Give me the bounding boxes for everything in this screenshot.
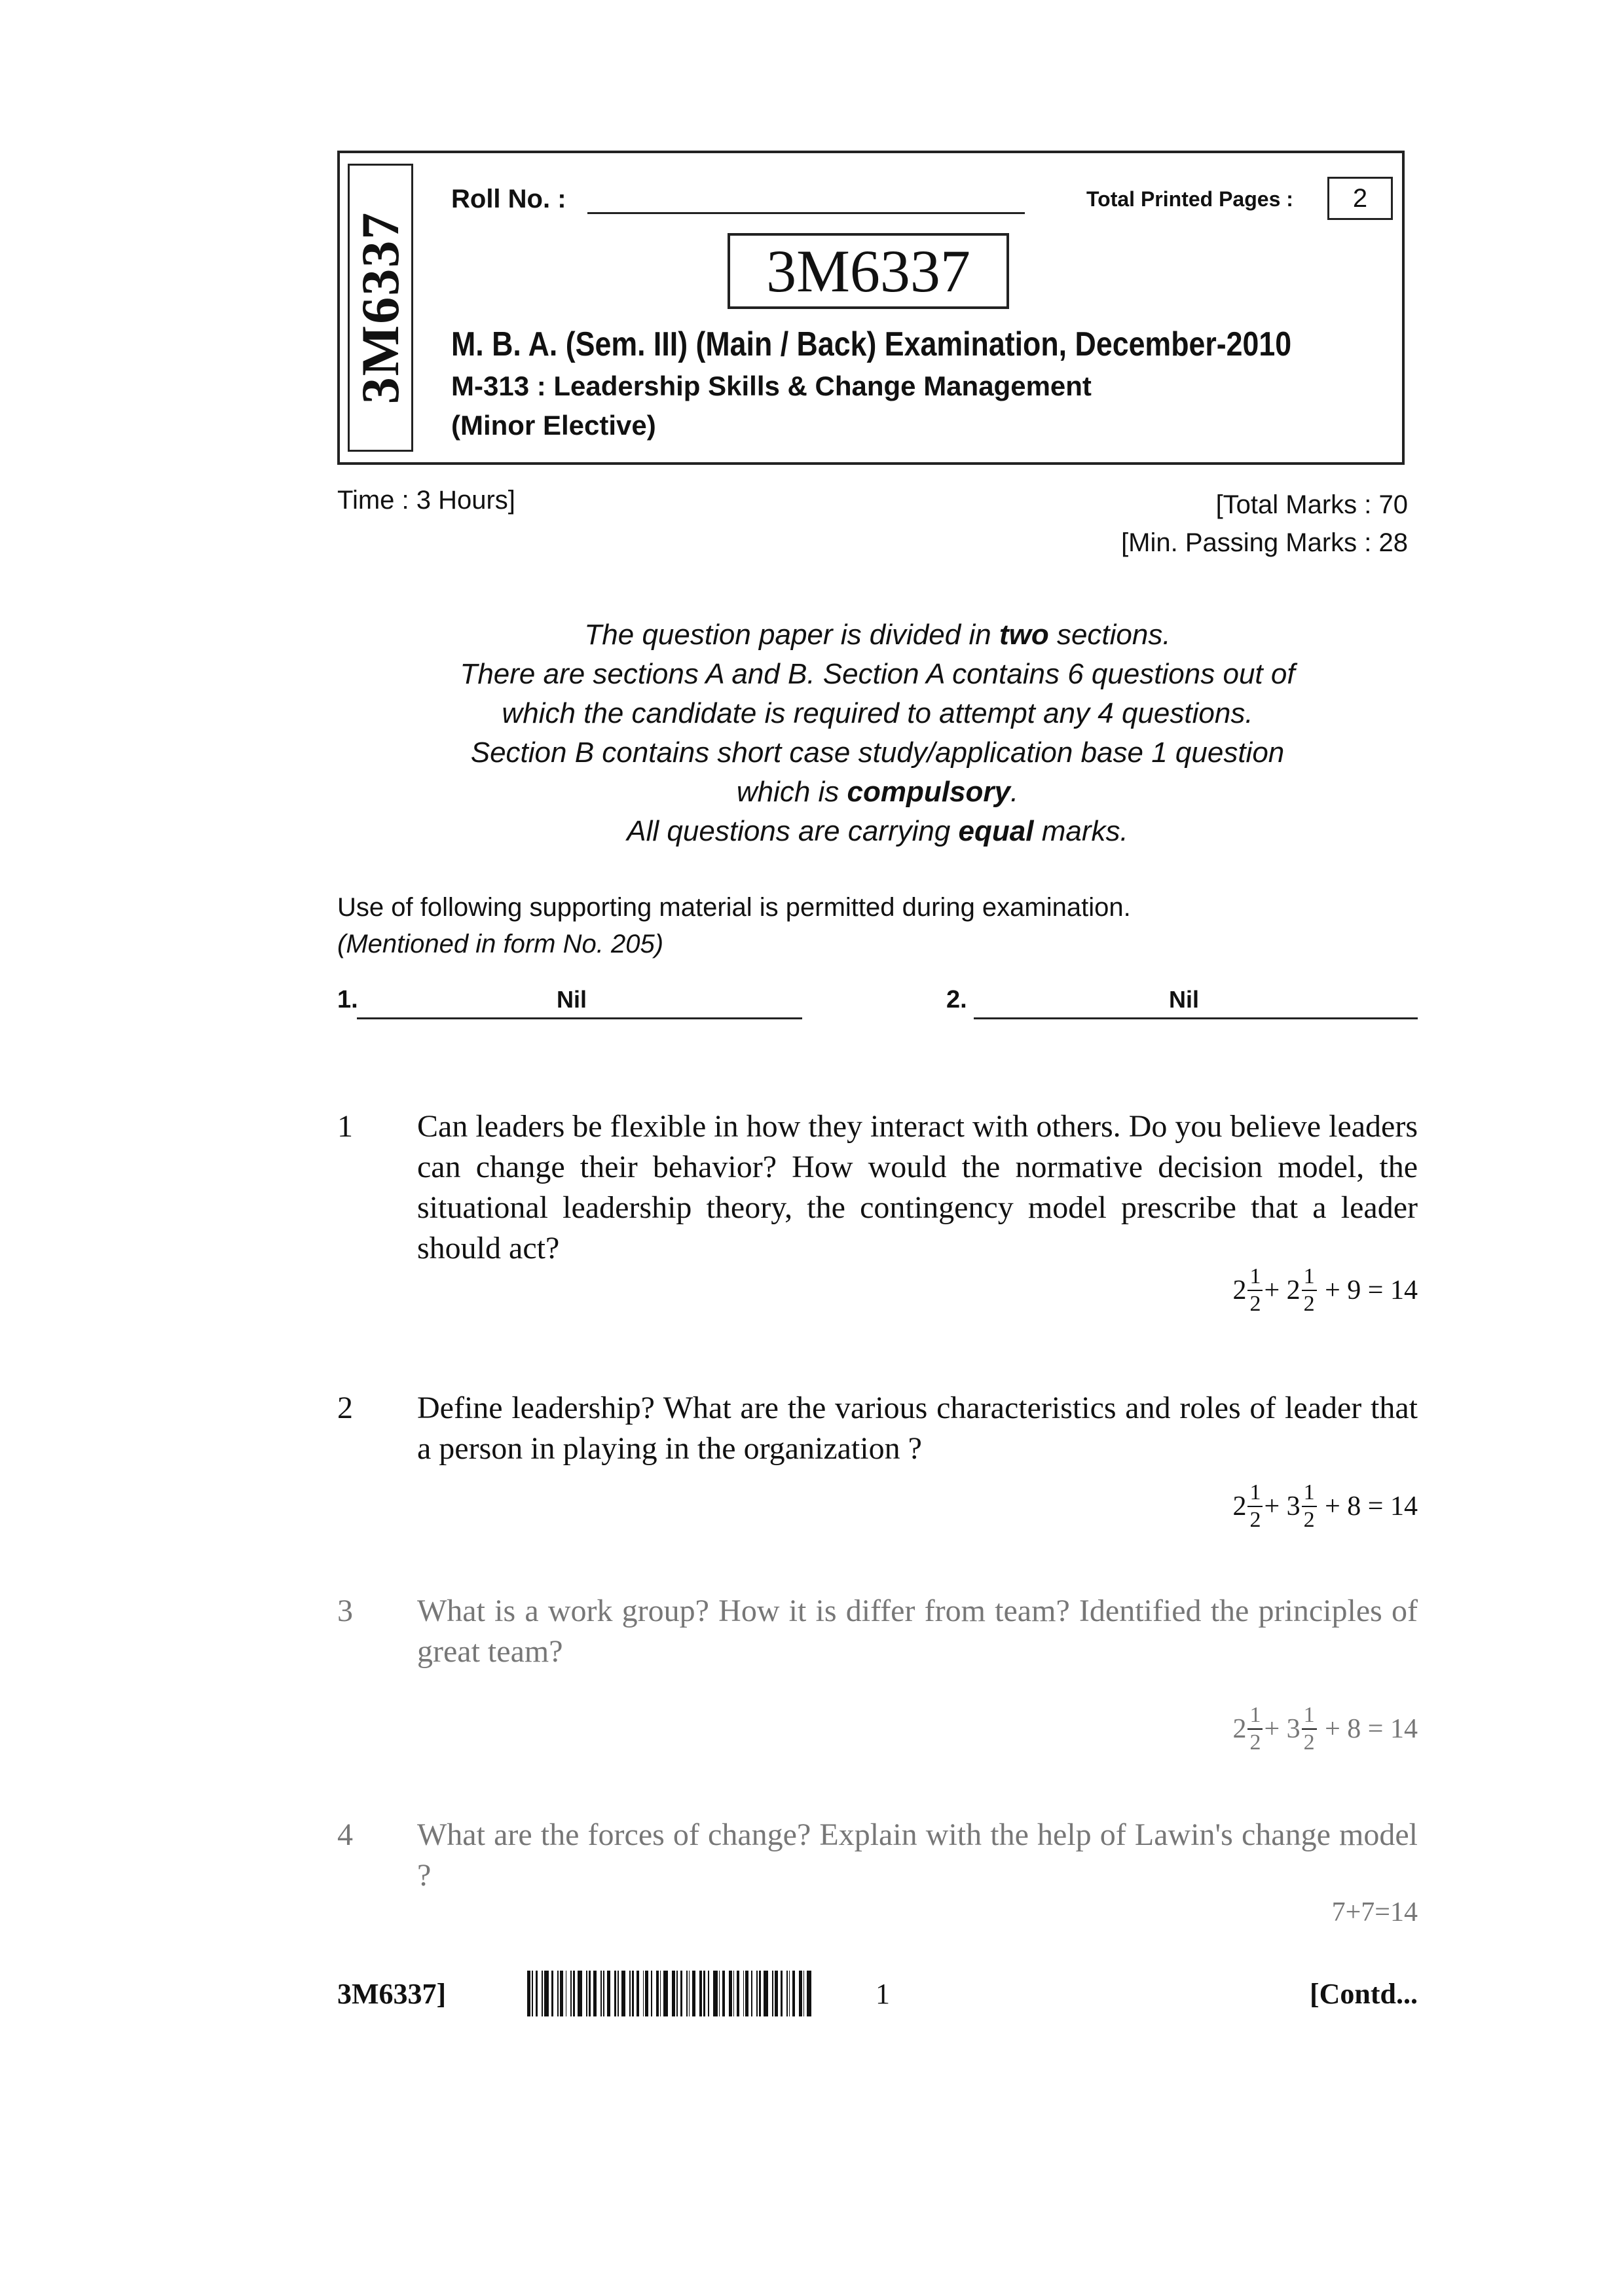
barcode-bar bbox=[586, 1971, 587, 2016]
question-text: What is a work group? How it is differ from team? Identified the principles of great team? bbox=[417, 1594, 1418, 1669]
barcode-bar bbox=[789, 1971, 790, 2016]
question-number: 4 bbox=[337, 1817, 353, 1852]
barcode-bar bbox=[603, 1971, 604, 2016]
barcode-bar bbox=[551, 1971, 553, 2016]
barcode-bar bbox=[593, 1971, 597, 2016]
barcode-bar bbox=[536, 1971, 538, 2016]
barcode-bar bbox=[756, 1971, 758, 2016]
barcode-bar bbox=[614, 1971, 616, 2016]
barcode-bar bbox=[632, 1971, 634, 2016]
min-passing-marks: [Min. Passing Marks : 28 bbox=[1121, 528, 1408, 557]
barcode-bar bbox=[527, 1971, 530, 2016]
barcode-bar bbox=[637, 1971, 638, 2016]
barcode-bar bbox=[729, 1971, 732, 2016]
barcode-bar bbox=[607, 1971, 610, 2016]
instruction-line-5: which is compulsory. bbox=[736, 776, 1019, 808]
barcode-bar bbox=[775, 1971, 778, 2016]
roll-number-line bbox=[587, 212, 1025, 214]
barcode-bar bbox=[722, 1971, 724, 2016]
roll-number-label: Roll No. : bbox=[451, 185, 566, 213]
question-number: 1 bbox=[337, 1109, 353, 1144]
barcode-bar bbox=[764, 1971, 768, 2016]
time-allowed: Time : 3 Hours] bbox=[337, 486, 515, 515]
question-3 bbox=[337, 1591, 1418, 1794]
exam-title: M. B. A. (Sem. III) (Main / Back) Examination, December-2010 bbox=[451, 325, 1292, 363]
barcode-bar bbox=[703, 1971, 705, 2016]
barcode-bar bbox=[699, 1971, 701, 2016]
support-item-number: 2. bbox=[946, 986, 967, 1013]
support-item-line bbox=[974, 1017, 1418, 1019]
barcode-bar bbox=[570, 1971, 572, 2016]
barcode-bar bbox=[807, 1971, 811, 2016]
instruction-line-1: The question paper is divided in two sections. bbox=[584, 619, 1171, 651]
question-number: 2 bbox=[337, 1391, 353, 1425]
question-number: 3 bbox=[337, 1594, 353, 1628]
barcode-bar bbox=[645, 1971, 648, 2016]
support-item-value: Nil bbox=[557, 986, 587, 1013]
instruction-line-2: There are sections A and B. Section A contains 6 questions out of bbox=[460, 658, 1295, 690]
barcode-bar bbox=[759, 1971, 761, 2016]
question-text: What are the forces of change? Explain with the help of Lawin's change model ? bbox=[417, 1817, 1418, 1893]
question-1 bbox=[337, 1106, 1418, 1329]
barcode-bar bbox=[772, 1971, 773, 2016]
barcode-bar bbox=[560, 1971, 563, 2016]
barcode-bar bbox=[680, 1971, 682, 2016]
barcode-bar bbox=[618, 1971, 619, 2016]
supporting-material bbox=[337, 889, 1131, 962]
barcode-bar bbox=[689, 1971, 690, 2016]
barcode-bar bbox=[719, 1971, 720, 2016]
barcode-bar bbox=[557, 1971, 559, 2016]
barcode-bar bbox=[621, 1971, 626, 2016]
barcode-bar bbox=[686, 1971, 688, 2016]
page-number: 1 bbox=[876, 1978, 890, 2010]
barcode-bar bbox=[660, 1971, 661, 2016]
support-item-number: 1. bbox=[337, 986, 358, 1013]
barcode-bar bbox=[600, 1971, 602, 2016]
elective-label: (Minor Elective) bbox=[451, 410, 656, 441]
question-marks: 2 $\frac{1}{2}$ + 3 $\frac{1}{2}$ + 8 = 14 bbox=[1232, 1703, 1418, 1755]
barcode-bar bbox=[573, 1971, 575, 2016]
barcode-bar bbox=[663, 1971, 668, 2016]
barcode-bar bbox=[656, 1971, 658, 2016]
total-pages-label: Total Printed Pages : bbox=[1086, 187, 1293, 211]
barcode-bar bbox=[803, 1971, 805, 2016]
instructions bbox=[327, 615, 1428, 851]
barcode bbox=[527, 1971, 815, 2016]
side-paper-code bbox=[348, 164, 413, 452]
barcode-bar bbox=[743, 1971, 745, 2016]
total-marks: [Total Marks : 70 bbox=[1215, 490, 1408, 519]
paper-code: 3M6337 bbox=[728, 233, 1009, 309]
barcode-bar bbox=[589, 1971, 591, 2016]
barcode-bar bbox=[672, 1971, 675, 2016]
barcode-bar bbox=[786, 1971, 788, 2016]
instruction-line-3: which the candidate is required to attempt any 4 questions. bbox=[502, 697, 1253, 729]
page-footer bbox=[337, 1971, 1418, 2023]
barcode-bar bbox=[643, 1971, 644, 2016]
barcode-bar bbox=[713, 1971, 718, 2016]
instruction-line-4: Section B contains short case study/application base 1 question bbox=[470, 737, 1285, 769]
barcode-bar bbox=[799, 1971, 802, 2016]
footer-paper-code: 3M6337] bbox=[337, 1978, 447, 2010]
marks-block bbox=[1121, 486, 1408, 562]
barcode-bar bbox=[651, 1971, 652, 2016]
question-text: Can leaders be flexible in how they interact with others. Do you believe leaders can change their behavior? How would the normative decision model, the situational leadership theory, the contingency model prescribe that a leader should act? bbox=[417, 1109, 1418, 1266]
barcode-bar bbox=[692, 1971, 695, 2016]
instruction-line-6: All questions are carrying equal marks. bbox=[627, 815, 1128, 847]
barcode-bar bbox=[745, 1971, 748, 2016]
barcode-bar bbox=[542, 1971, 543, 2016]
support-item-value: Nil bbox=[1169, 986, 1200, 1013]
question-4 bbox=[337, 1815, 1418, 1926]
barcode-bar bbox=[544, 1971, 549, 2016]
continued-label: [Contd... bbox=[1309, 1978, 1418, 2010]
barcode-bar bbox=[781, 1971, 783, 2016]
barcode-bar bbox=[737, 1971, 739, 2016]
form-reference: (Mentioned in form No. 205) bbox=[337, 930, 664, 958]
support-item-line bbox=[357, 1017, 802, 1019]
barcode-bar bbox=[578, 1971, 582, 2016]
question-marks: 2 $\frac{1}{2}$ + 3 $\frac{1}{2}$ + 8 = 14 bbox=[1232, 1480, 1418, 1532]
course-title: M-313 : Leadership Skills & Change Management bbox=[451, 371, 1092, 401]
total-pages-box: 2 bbox=[1327, 177, 1393, 220]
supporting-material-line: Use of following supporting material is permitted during examination. bbox=[337, 893, 1131, 922]
question-marks: 2 $\frac{1}{2}$ + 2 $\frac{1}{2}$ + 9 = 14 bbox=[1232, 1264, 1418, 1316]
barcode-bar bbox=[733, 1971, 735, 2016]
barcode-bar bbox=[708, 1971, 709, 2016]
header-box bbox=[337, 151, 1405, 465]
barcode-bar bbox=[629, 1971, 631, 2016]
question-2 bbox=[337, 1388, 1418, 1558]
barcode-bar bbox=[566, 1971, 567, 2016]
barcode-bar bbox=[751, 1971, 752, 2016]
barcode-bar bbox=[676, 1971, 678, 2016]
question-text: Define leadership? What are the various characteristics and roles of leader that a person in playing in the organization ? bbox=[417, 1391, 1418, 1466]
side-paper-code-text: 3M6337 bbox=[350, 211, 410, 405]
barcode-bar bbox=[532, 1971, 533, 2016]
barcode-bar bbox=[792, 1971, 794, 2016]
question-marks: 7+7=14 bbox=[1331, 1897, 1418, 1927]
